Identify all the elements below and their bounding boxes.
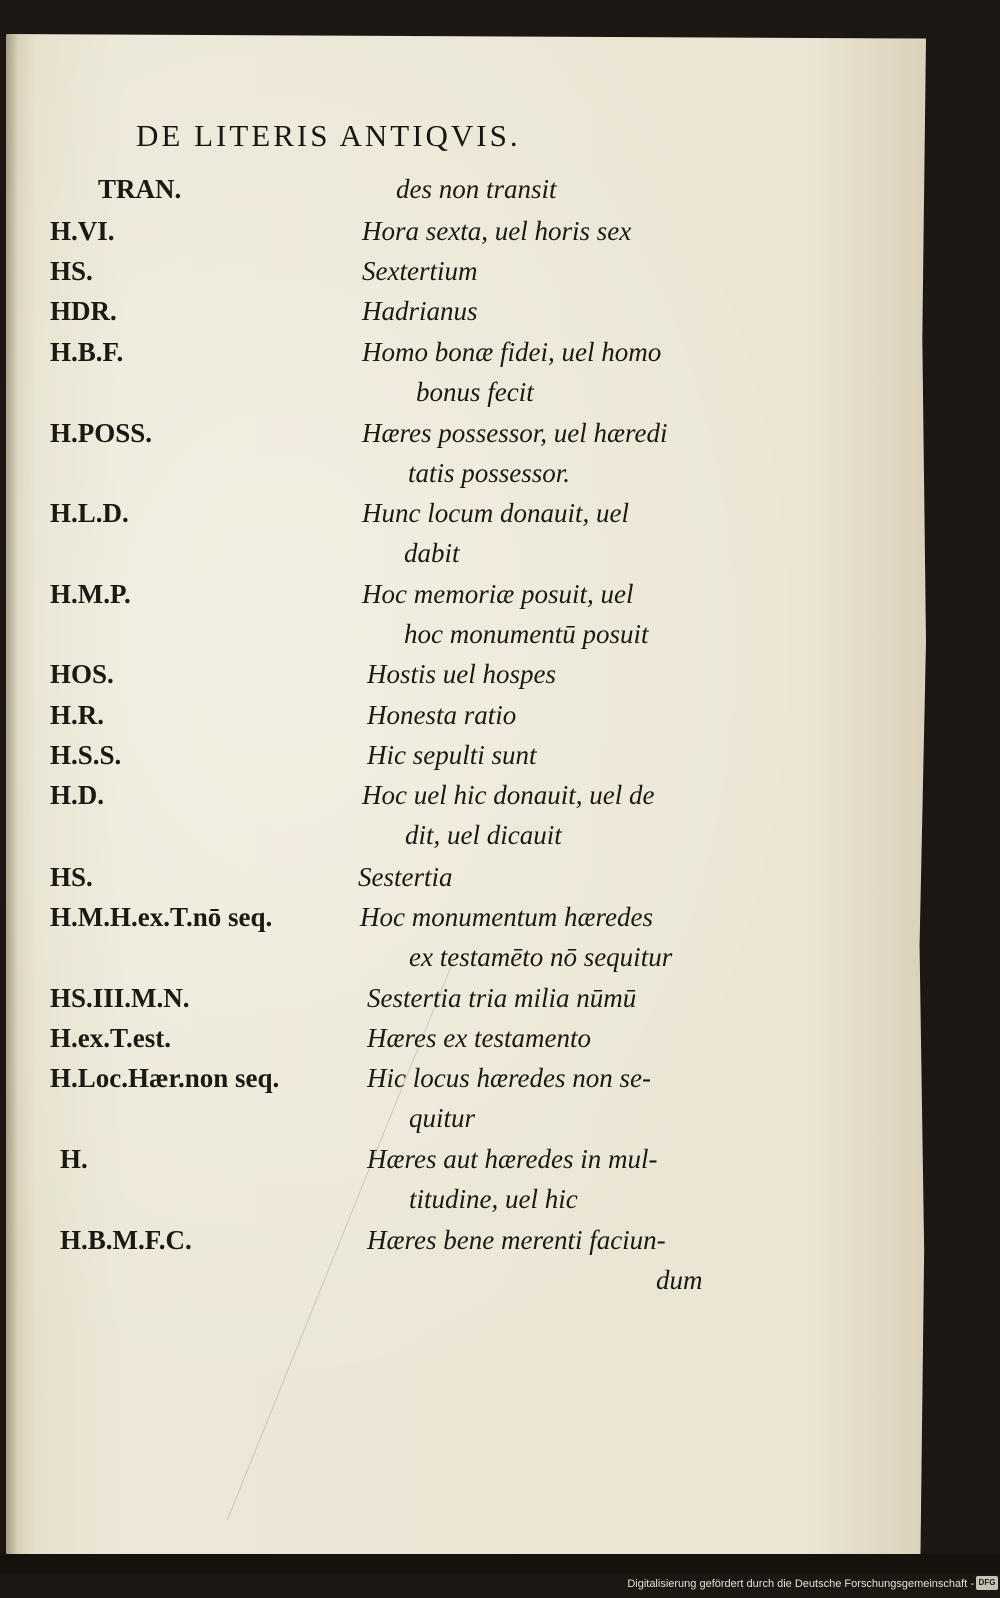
entry-meaning-continuation: dit, uel dicauit [405, 820, 562, 850]
entry-abbreviation: H.ex.T.est. [50, 1023, 171, 1053]
entry-abbreviation: H.POSS. [50, 418, 153, 448]
entry-abbreviation: H.VI. [50, 216, 115, 246]
entry-meaning: Hoc memoriæ posuit, uel [362, 579, 634, 609]
entry-abbreviation: H.L.D. [50, 498, 129, 528]
entry-abbreviation: H.M.P. [50, 579, 131, 609]
entry-abbreviation: H.M.H.ex.T.nō seq. [50, 902, 273, 932]
entry-abbreviation: H.B.F. [50, 337, 124, 367]
entry-meaning: Hunc locum donauit, uel [362, 498, 629, 528]
entry-meaning: Hæres bene merenti faciun- [367, 1225, 666, 1255]
entry-abbreviation: HOS. [50, 659, 114, 689]
entry-meaning: Hic sepulti sunt [367, 740, 537, 770]
entry-meaning: Sextertium [362, 256, 478, 286]
entry-meaning: Hadrianus [362, 296, 478, 326]
entry-meaning: Hora sexta, uel horis sex [362, 216, 632, 246]
entry-meaning-continuation: dum [656, 1265, 703, 1295]
entry-abbreviation: H.R. [50, 700, 104, 730]
entry-abbreviation: H.Loc.Hær.non seq. [50, 1063, 280, 1093]
entry-abbreviation: H.B.M.F.C. [60, 1225, 192, 1255]
entry-meaning: Hoc monumentum hæredes [360, 902, 653, 932]
entry-meaning-continuation: bonus fecit [416, 377, 534, 407]
entry-abbreviation: HS. [50, 862, 93, 892]
dfg-logo: DFG [976, 1576, 998, 1590]
entry-meaning: Sestertia tria milia nūmū [367, 983, 637, 1013]
entry-meaning-continuation: quitur [409, 1103, 476, 1133]
entry-meaning: Honesta ratio [367, 700, 517, 730]
entry-meaning: Homo bonæ fidei, uel homo [362, 337, 662, 367]
entry-abbreviation: HS. [50, 256, 93, 286]
entry-abbreviation: H. [60, 1144, 88, 1174]
entry-meaning-continuation: ex testamēto nō sequitur [409, 942, 673, 972]
entry-meaning: Hæres aut hæredes in mul- [367, 1144, 658, 1174]
entry-meaning: Hic locus hæredes non se- [367, 1063, 651, 1093]
entry-meaning-continuation: dabit [404, 538, 460, 568]
entry-meaning: Hæres possessor, uel hæredi [362, 418, 668, 448]
entry-abbreviation: HDR. [50, 296, 117, 326]
entry-meaning: des non transit [396, 174, 557, 204]
entry-meaning-continuation: titudine, uel hic [409, 1184, 578, 1214]
entry-abbreviation: H.S.S. [50, 740, 122, 770]
entry-meaning: Sestertia [358, 862, 453, 892]
entry-meaning-continuation: hoc monumentū posuit [404, 619, 649, 649]
running-head: DE LITERIS ANTIQVIS. [136, 118, 521, 153]
entry-meaning: Hostis uel hospes [367, 659, 556, 689]
funding-credit: Digitalisierung gefördert durch die Deutsche Forschungsgemeinschaft - [627, 1578, 974, 1590]
entry-meaning: Hoc uel hic donauit, uel de [362, 780, 655, 810]
entry-abbreviation: HS.III.M.N. [50, 983, 190, 1013]
entry-meaning: Hæres ex testamento [367, 1023, 591, 1053]
entry-abbreviation: H.D. [50, 780, 104, 810]
entry-abbreviation: TRAN. [98, 174, 182, 204]
scan-background [0, 1554, 1000, 1574]
entry-meaning-continuation: tatis possessor. [408, 458, 571, 488]
